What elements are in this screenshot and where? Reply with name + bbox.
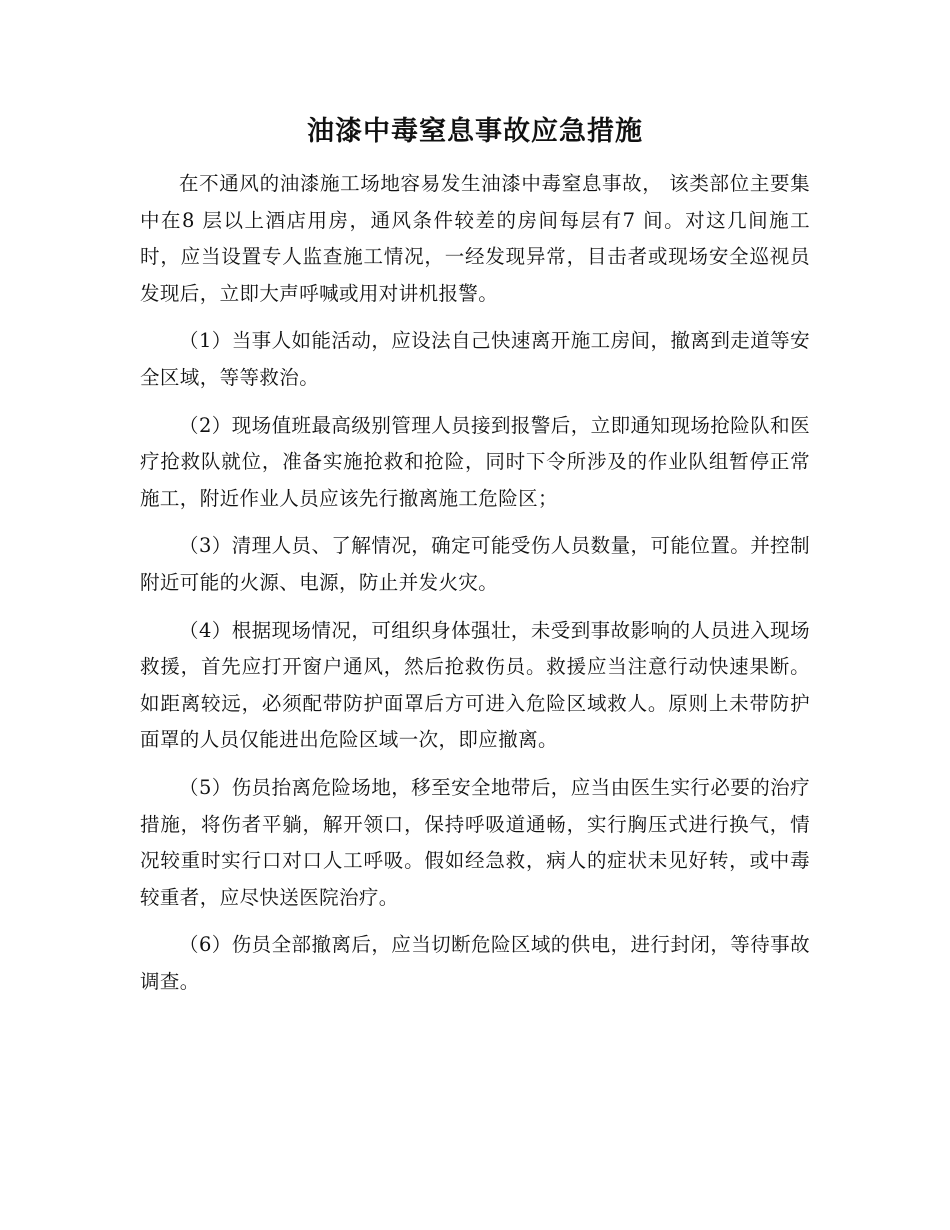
step-3-paragraph: （3）清理人员、了解情况，确定可能受伤人员数量，可能位置。并控制附近可能的火源、电源，防止并发火灾。 bbox=[140, 534, 810, 594]
document-body bbox=[140, 166, 810, 1011]
step-4-paragraph: （4）根据现场情况，可组织身体强壮，未受到事故影响的人员进入现场救援，首先应打开窗户通风，然后抢救伤员。救援应当注意行动快速果断。如距离较远，必须配带防护面罩后方可进入危险区域救人。原则上未带防护面罩的人员仅能进出危险区域一次，即应撤离。 bbox=[140, 618, 810, 752]
step-1-paragraph: （1）当事人如能活动，应设法自己快速离开施工房间，撤离到走道等安全区域，等等救治。 bbox=[140, 329, 810, 389]
step-5-paragraph: （5）伤员抬离危险场地，移至安全地带后，应当由医生实行必要的治疗措施，将伤者平躺，解开领口，保持呼吸道通畅，实行胸压式进行换气，情况较重时实行口对口人工呼吸。假如经急救，病人的症状未见好转，或中毒较重者，应尽快送医院治疗。 bbox=[140, 775, 810, 909]
step-6-paragraph: （6）伤员全部撤离后，应当切断危险区域的供电，进行封闭，等待事故调查。 bbox=[140, 933, 810, 993]
step-2-paragraph: （2）现场值班最高级别管理人员接到报警后，立即通知现场抢险队和医疗抢救队就位，准备实施抢救和抢险，同时下令所涉及的作业队组暂停正常施工，附近作业人员应该先行撤离施工危险区； bbox=[140, 413, 810, 510]
intro-paragraph: 在不通风的油漆施工场地容易发生油漆中毒窒息事故， 该类部位主要集中在8 层以上酒店用房，通风条件较差的房间每层有7 间。对这几间施工时，应当设置专人监查施工情况，一经发现异常，目击者或现场安全巡视员发现后，立即大声呼喊或用对讲机报警。 bbox=[140, 172, 810, 305]
document-title: 油漆中毒窒息事故应急措施 bbox=[307, 116, 643, 147]
